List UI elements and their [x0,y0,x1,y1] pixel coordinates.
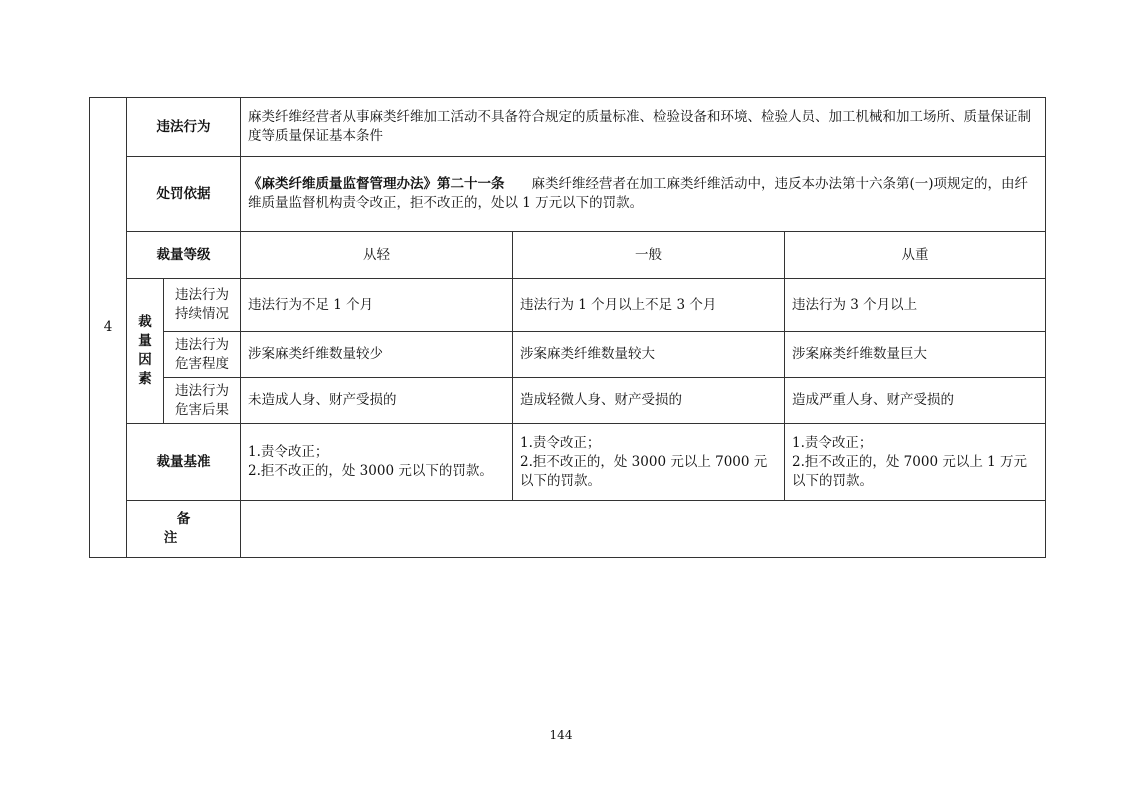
remark-text [241,501,1046,558]
factor-name: 违法行为 危害后果 [164,378,241,424]
levels-row [90,232,1046,279]
factor-heavy: 造成严重人身、财产受损的 [785,378,1046,424]
level-heavy: 从重 [785,232,1046,279]
violation-label: 违法行为 [127,98,241,157]
penalty-basis-cell [241,157,1046,232]
level-light: 从轻 [241,232,513,279]
remark-label: 备注 [127,501,241,558]
violation-row [90,98,1046,157]
benchmark-label: 裁量基准 [127,424,241,501]
benchmark-heavy: 1.责令改正； 2.拒不改正的，处 7000 元以上 1 万元以下的罚款。 [785,424,1046,501]
levels-label: 裁量等级 [127,232,241,279]
level-normal: 一般 [513,232,785,279]
violation-text: 麻类纤维经营者从事麻类纤维加工活动不具备符合规定的质量标准、检验设备和环境、检验人员、加工机械和加工场所、质量保证制度等质量保证基本条件 [241,98,1046,157]
factor-normal: 涉案麻类纤维数量较大 [513,332,785,378]
factor-heavy: 违法行为 3 个月以上 [785,279,1046,332]
factors-label-char: 裁 [138,314,152,330]
penalty-basis-title: 《麻类纤维质量监督管理办法》第二十一条 [248,176,505,192]
benchmark-row [90,424,1046,501]
remark-row [90,501,1046,558]
penalty-basis-row [90,157,1046,232]
factors-label-char: 因 [138,352,152,368]
page-number: 144 [549,728,573,742]
factor-row [90,332,1046,378]
factor-heavy: 涉案麻类纤维数量巨大 [785,332,1046,378]
factor-normal: 造成轻微人身、财产受损的 [513,378,785,424]
factor-light: 未造成人身、财产受损的 [241,378,513,424]
factor-normal: 违法行为 1 个月以上不足 3 个月 [513,279,785,332]
factor-name: 违法行为 危害程度 [164,332,241,378]
factor-row [90,378,1046,424]
factors-label-char: 素 [138,371,152,387]
factor-light: 涉案麻类纤维数量较少 [241,332,513,378]
factor-name: 违法行为 持续情况 [164,279,241,332]
benchmark-light: 1.责令改正； 2.拒不改正的，处 3000 元以下的罚款。 [241,424,513,501]
penalty-basis-text: 麻类纤维经营者在加工麻类纤维活动中，违反本办法第十六条第(一)项规定的，由纤维质量监督机构责令改正，拒不改正的，处以 1 万元以下的罚款。 [248,176,1029,211]
row-number: 4 [90,98,127,558]
factors-label [127,279,164,424]
factor-row [90,279,1046,332]
discretion-table [89,97,1046,558]
factor-light: 违法行为不足 1 个月 [241,279,513,332]
penalty-basis-label: 处罚依据 [127,157,241,232]
factors-label-char: 量 [138,333,152,349]
benchmark-normal: 1.责令改正； 2.拒不改正的，处 3000 元以上 7000 元以下的罚款。 [513,424,785,501]
